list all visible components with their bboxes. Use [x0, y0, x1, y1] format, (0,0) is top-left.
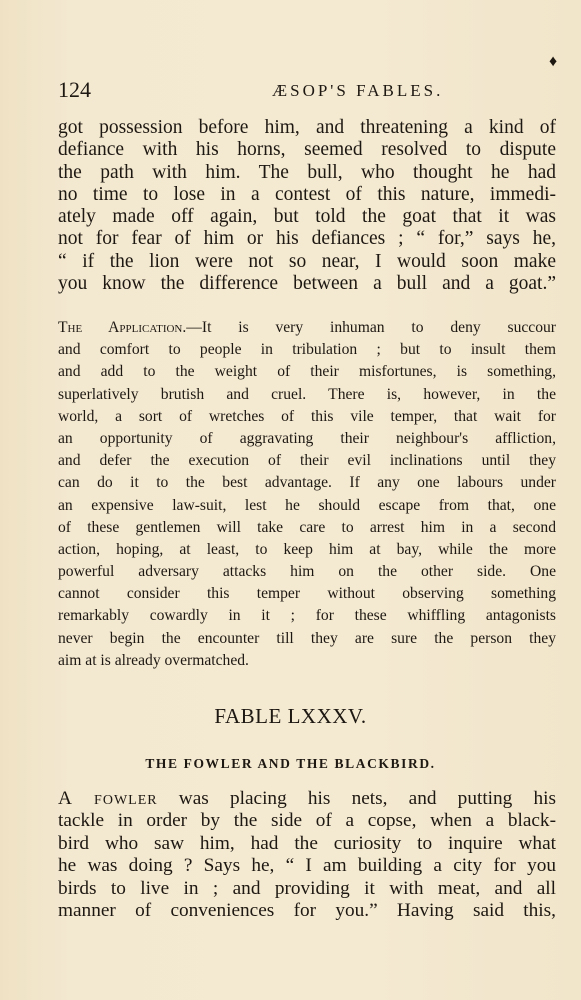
- text-line: got possession before him, and threatening a kind of: [58, 117, 556, 138]
- text-line: aim at is already overmatched.: [58, 651, 249, 669]
- text-line: and comfort to people in tribulation ; but to insult them: [58, 341, 556, 359]
- text-line: he was doing ? Says he, “ I am building a city for you: [58, 855, 556, 877]
- text-line: can do it to the best advantage. If any one labours under: [58, 474, 556, 492]
- application-first-line: [58, 317, 556, 339]
- text-line: you know the difference between a bull and a goat.”: [58, 273, 556, 295]
- text-line: the path with him. The bull, who thought he had: [58, 161, 556, 183]
- fable-first-line-text: was placing his nets, and putting his: [157, 788, 556, 809]
- text-line: an opportunity of aggravating their neighbour's affliction,: [58, 429, 556, 447]
- text-line: bird who saw him, had the curiosity to inquire what: [58, 832, 556, 854]
- application-first-line-text: —It is very inhuman to deny succour: [186, 319, 557, 336]
- page-header: [58, 77, 555, 103]
- text-line: tackle in order by the side of a copse, when a black-: [58, 810, 556, 832]
- fable-title: FABLE LXXXV.: [214, 704, 367, 728]
- fable-subtitle: THE FOWLER AND THE BLACKBIRD.: [145, 756, 436, 771]
- text-line: never begin the encounter till they are sure the person they: [58, 629, 556, 647]
- text-line: powerful adversary attacks him on the other side. One: [58, 563, 556, 581]
- text-line: remarkably cowardly in it ; for these whiffling antagonists: [58, 607, 556, 625]
- text-line: birds to live in ; and providing it with meat, and all: [58, 877, 556, 899]
- text-line: world, a sort of wretches of this vile temper, that wait for: [58, 407, 556, 425]
- text-line: action, hoping, at least, to keep him at bay, while the more: [58, 540, 556, 558]
- application-paragraph: [58, 317, 556, 672]
- application-heading: The Application.: [58, 319, 187, 336]
- text-line: an expensive law-suit, lest he should escape from that, one: [58, 496, 556, 514]
- page-number: 124: [58, 77, 91, 102]
- text-line: of these gentlemen will take care to arrest him in a second: [58, 518, 556, 536]
- text-line: defiance with his horns, seemed resolved to dispute: [58, 139, 556, 161]
- text-line: no time to lose in a contest of this nature, immedi-: [58, 183, 556, 205]
- text-line: “ if the lion were not so near, I would soon make: [58, 250, 556, 272]
- text-line: manner of conveniences for you.” Having said this,: [58, 899, 556, 921]
- text-line: superlatively brutish and cruel. There is, however, in the: [58, 385, 556, 403]
- text-line: and add to the weight of their misfortunes, is something,: [58, 363, 556, 381]
- text-line: ately made off again, but told the goat that it was: [58, 206, 556, 228]
- text-line: cannot consider this temper without observing something: [58, 585, 556, 603]
- fable-continuation-text: [58, 117, 556, 295]
- text-line: not for fear of him or his defiances ; “ for,” says he,: [58, 228, 556, 250]
- running-title: ÆSOP'S FABLES.: [272, 81, 444, 100]
- margin-ornament: ♦: [549, 53, 558, 70]
- fable-text: [58, 788, 556, 922]
- fable-opening-words: A fowler: [58, 788, 158, 809]
- fable-first-line: [58, 788, 556, 810]
- text-line: and defer the execution of their evil inclinations until they: [58, 452, 556, 470]
